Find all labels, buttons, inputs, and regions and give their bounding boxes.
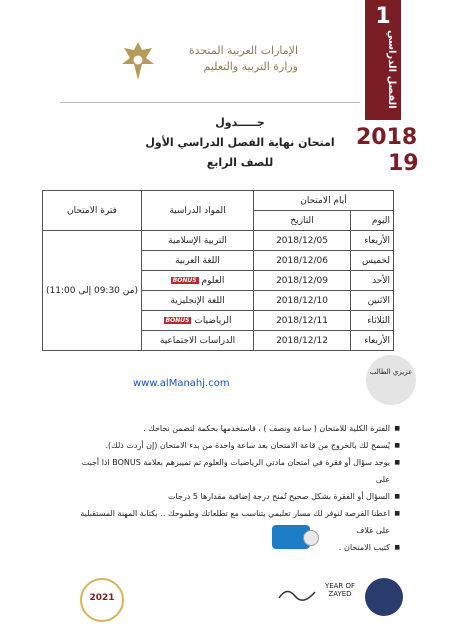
cell-period (43, 231, 142, 351)
cell-day: الأربعاء (351, 231, 394, 251)
note-item: ■ الفترة الكلية للامتحان ( ساعة ونصف ) ، فاستخدمها بحكمة لتضمن نجاحك . (70, 420, 400, 437)
subject-label: الرياضيات (194, 315, 232, 326)
cell-date: 2018/12/11 (254, 311, 351, 331)
header-date: التاريخ (254, 211, 351, 231)
cell-subject (142, 311, 254, 331)
period-text: (من 09:30 إلى 11:00) (46, 285, 138, 296)
semester-ribbon (365, 0, 401, 120)
ribbon-label: الفصل الدراسي (386, 30, 397, 109)
student-icon (303, 530, 319, 546)
bonus-badge: BONUS (165, 316, 190, 324)
students-title: عزيزي الطالب (369, 368, 413, 376)
table-row (43, 231, 394, 251)
zayed-signature-icon (275, 582, 320, 606)
cell-day: لخميس (351, 251, 394, 271)
header-period: فترة الامتحان (43, 191, 142, 231)
year-second: 19 (388, 151, 419, 176)
schedule-title: جـــــدول (215, 116, 265, 129)
ministry-name-line1: الإمارات العربية المتحدة (188, 44, 298, 57)
cell-date: 2018/12/10 (254, 291, 351, 311)
header-divider (60, 102, 360, 103)
bonus-badge: BONUS (172, 276, 197, 284)
cell-date: 2018/12/05 (254, 231, 351, 251)
subject-label: التربية الإسلامية (168, 235, 227, 246)
subject-label: الدراسات الاجتماعية (159, 335, 236, 346)
cell-date: 2018/12/06 (254, 251, 351, 271)
cell-subject (142, 331, 254, 351)
students-badge (366, 355, 416, 405)
note-item-continued: ■ السؤال أو الفقرة بشكل صحيح تُمنح درجة إضافية مقدارها 5 درجات (70, 488, 400, 505)
header-exam-days: أيام الامتحان (254, 191, 394, 211)
cell-day: الثلاثاء (351, 311, 394, 331)
cell-day: الأحد (351, 271, 394, 291)
note-item: ■ يُسمح لك بالخروج من قاعة الامتحان بعد ساعة واحدة من بدء الامتحان (إن أردت ذلك). (70, 437, 400, 454)
notes-list (70, 420, 400, 556)
cell-subject (142, 231, 254, 251)
cell-day: الأربعاء (351, 331, 394, 351)
year-first: 2018 (356, 125, 418, 150)
grade-title: للصف الرابع (206, 156, 274, 169)
cell-day: الاثنين (351, 291, 394, 311)
uae-emblem-icon (120, 40, 156, 82)
vision-year: 2021 (89, 593, 115, 603)
subject-label: اللغة العربية (175, 255, 220, 266)
website-link[interactable]: www.alManahj.com (133, 378, 230, 389)
exam-title: امتحان نهاية الفصل الدراسي الأول (145, 136, 335, 149)
note-item-continued: ■ كتيب الامتحان . (70, 539, 400, 556)
cell-subject (142, 251, 254, 271)
note-item: ■ اعطنا الفرصة لنوفر لك مسار تعليمي يتناسب مع تطلعاتك وطموحك .. بكتابة المهنة المستقبلية على غلاف (70, 505, 400, 539)
header-day: اليوم (351, 211, 394, 231)
cell-date: 2018/12/12 (254, 331, 351, 351)
exam-schedule-table (42, 190, 394, 351)
year-of-zayed-logo: YEAR OF ZAYED (324, 582, 356, 598)
header-subject: المواد الدراسية (142, 191, 254, 231)
cell-date: 2018/12/09 (254, 271, 351, 291)
cell-subject (142, 271, 254, 291)
ministry-seal-icon (365, 578, 403, 616)
subject-label: اللغة الإنجليزية (170, 295, 225, 306)
vision-2021-logo (80, 578, 124, 622)
note-item: ■ يوجد سؤال أو فقرة في امتحان مادتي الرياضيات والعلوم تم تمييزهم بعلامة BONUS اذا أجبت على (70, 454, 400, 488)
ribbon-number: 1 (375, 4, 391, 29)
subject-label: العلوم (201, 275, 225, 286)
ministry-name-line2: وزارة التربية والتعليم (203, 60, 298, 73)
cell-subject (142, 291, 254, 311)
